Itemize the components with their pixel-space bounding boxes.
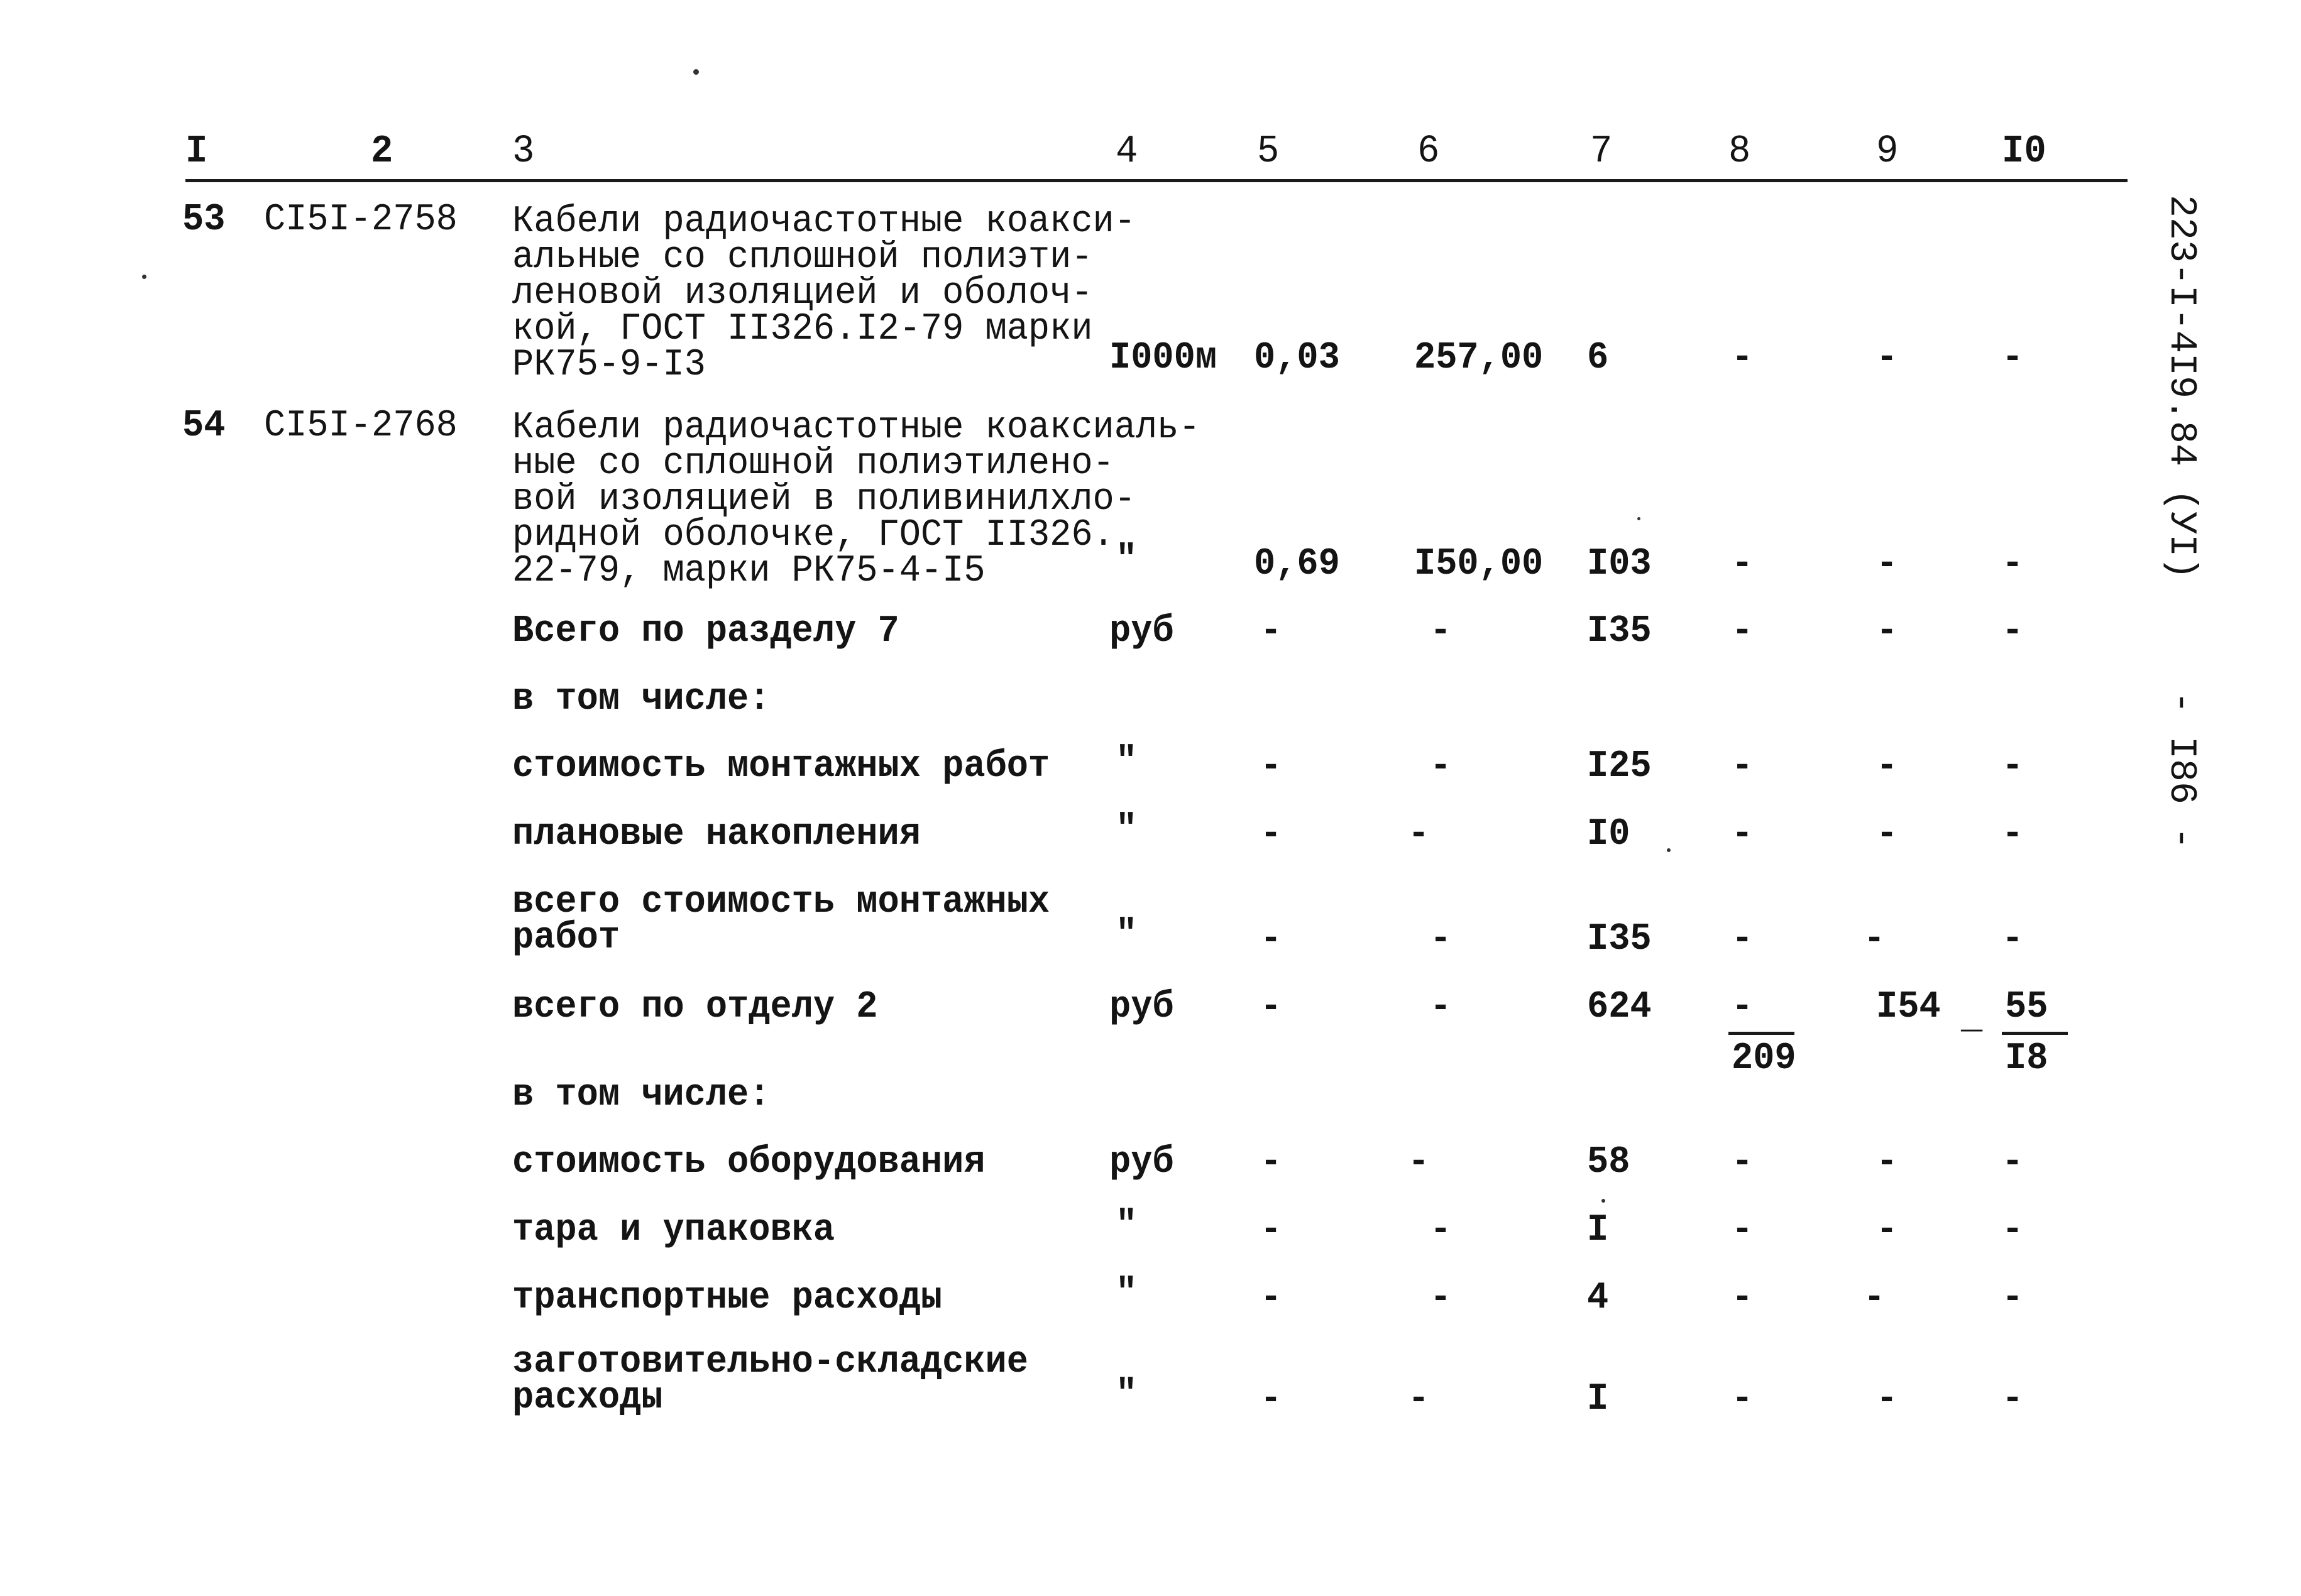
- row-53-code: CI5I-2758: [264, 199, 458, 241]
- fraction-line-col10: [2002, 1032, 2068, 1035]
- transport-col6: -: [1430, 1277, 1452, 1320]
- planned-savings-col5: -: [1260, 813, 1282, 856]
- department-total-col9: I54: [1876, 986, 1941, 1029]
- transport-col8: -: [1732, 1277, 1754, 1320]
- header-rule: [185, 179, 2128, 182]
- row-54-col9: -: [1876, 543, 1898, 586]
- transport-col5: -: [1260, 1277, 1282, 1320]
- including-label-1: в том числе:: [512, 678, 771, 721]
- total-installation-col5: -: [1260, 918, 1282, 961]
- column-header-9: 9: [1876, 129, 1899, 173]
- planned-savings-col10: -: [2002, 813, 2024, 856]
- packaging-col9: -: [1876, 1209, 1898, 1252]
- installation-cost-col7: I25: [1587, 745, 1652, 788]
- column-header-5: 5: [1257, 129, 1280, 173]
- section-total-label: Всего по разделу 7: [512, 610, 899, 653]
- equipment-cost-col8: -: [1732, 1141, 1754, 1184]
- row-53-col5: 0,03: [1254, 337, 1340, 380]
- total-installation-unit: ": [1116, 914, 1138, 956]
- section-total-col9: -: [1876, 610, 1898, 653]
- packaging-col8: -: [1732, 1209, 1754, 1252]
- column-header-6: 6: [1417, 129, 1440, 173]
- including-label-2: в том числе:: [512, 1074, 771, 1117]
- transport-unit: ": [1116, 1272, 1138, 1315]
- row-54-description: Кабели радиочастотные коаксиаль- ные со сплошной полиэтилено- вой изоляцией в поливинилхло- ридной оболочке, ГОСТ II326. 22-79, марки РК75-4-I5: [512, 407, 1200, 593]
- packaging-label: тара и упаковка: [512, 1209, 835, 1252]
- installation-cost-unit: ": [1116, 741, 1138, 784]
- department-total-unit: руб: [1109, 986, 1174, 1029]
- planned-savings-label: плановые накопления: [512, 813, 921, 856]
- total-installation-col9: -: [1864, 918, 1886, 961]
- equipment-cost-unit: руб: [1109, 1141, 1174, 1184]
- section-total-unit: руб: [1109, 610, 1174, 653]
- warehouse-col9: -: [1876, 1378, 1898, 1421]
- scan-speck: [1601, 1199, 1605, 1203]
- fraction-line-col8: [1728, 1032, 1794, 1035]
- row-53-unit: I000м: [1109, 337, 1217, 380]
- scan-speck: [1667, 848, 1671, 852]
- department-total-col10-top: 55: [2005, 986, 2048, 1029]
- packaging-col6: -: [1430, 1209, 1452, 1252]
- column-header-3: 3: [512, 129, 535, 173]
- equipment-cost-col9: -: [1876, 1141, 1898, 1184]
- section-total-col5: -: [1260, 610, 1282, 653]
- row-54-code: CI5I-2768: [264, 405, 458, 447]
- packaging-unit: ": [1116, 1205, 1138, 1247]
- row-54-col10: -: [2002, 543, 2024, 586]
- section-total-col7: I35: [1587, 610, 1652, 653]
- row-53-col7: 6: [1587, 337, 1609, 380]
- column-header-7: 7: [1590, 129, 1613, 173]
- planned-savings-col6: -: [1408, 813, 1430, 856]
- installation-cost-label: стоимость монтажных работ: [512, 745, 1050, 788]
- warehouse-col8: -: [1732, 1378, 1754, 1421]
- warehouse-col5: -: [1260, 1378, 1282, 1421]
- installation-cost-col6: -: [1430, 745, 1452, 788]
- column-header-10: I0: [2002, 129, 2046, 173]
- row-53-number: 53: [182, 199, 226, 241]
- section-total-col8: -: [1732, 610, 1754, 653]
- department-total-col6: -: [1430, 986, 1452, 1029]
- warehouse-col7: I: [1587, 1378, 1609, 1421]
- transport-col7: 4: [1587, 1277, 1609, 1320]
- total-installation-col10: -: [2002, 918, 2024, 961]
- packaging-col5: -: [1260, 1209, 1282, 1252]
- total-installation-col8: -: [1732, 918, 1754, 961]
- column-header-1: I: [185, 129, 208, 173]
- row-53-col8: -: [1732, 337, 1754, 380]
- packaging-col10: -: [2002, 1209, 2024, 1252]
- equipment-cost-col6: -: [1408, 1141, 1430, 1184]
- column-header-8: 8: [1728, 129, 1751, 173]
- row-54-col7: I03: [1587, 543, 1652, 586]
- scan-speck: [1637, 517, 1640, 520]
- equipment-cost-col5: -: [1260, 1141, 1282, 1184]
- section-total-col10: -: [2002, 610, 2024, 653]
- equipment-cost-col10: -: [2002, 1141, 2024, 1184]
- total-installation-col7: I35: [1587, 918, 1652, 961]
- installation-cost-col5: -: [1260, 745, 1282, 788]
- department-total-col7: 624: [1587, 986, 1652, 1029]
- department-total-col8-bottom: 209: [1732, 1037, 1796, 1080]
- page-number-stamp: - I86 -: [2160, 691, 2202, 850]
- transport-col9: -: [1864, 1277, 1886, 1320]
- department-total-col5: -: [1260, 986, 1282, 1029]
- scan-speck: [142, 275, 146, 279]
- scan-speck: [693, 69, 699, 75]
- row-54-col8: -: [1732, 543, 1754, 586]
- row-53-description: Кабели радиочастотные коакси- альные со сплошной полиэти- леновой изоляцией и оболоч- кой, ГОСТ II326.I2-79 марки РК75-9-I3: [512, 200, 1136, 386]
- section-total-col6: -: [1430, 610, 1452, 653]
- planned-savings-col7: I0: [1587, 813, 1630, 856]
- transport-col10: -: [2002, 1277, 2024, 1320]
- warehouse-label: заготовительно-складские расходы: [512, 1341, 1028, 1419]
- planned-savings-unit: ": [1116, 809, 1138, 851]
- department-total-col8-top: -: [1732, 986, 1754, 1029]
- installation-cost-col9: -: [1876, 745, 1898, 788]
- column-header-2: 2: [371, 129, 393, 173]
- warehouse-col10: -: [2002, 1378, 2024, 1421]
- document-code-stamp: 223-I-4I9.84 (УI): [2160, 195, 2202, 580]
- equipment-cost-col7: 58: [1587, 1141, 1630, 1184]
- total-installation-col6: -: [1430, 918, 1452, 961]
- row-54-unit: ": [1116, 539, 1138, 582]
- department-total-separator: _: [1961, 997, 1983, 1039]
- installation-cost-col8: -: [1732, 745, 1754, 788]
- planned-savings-col8: -: [1732, 813, 1754, 856]
- column-header-4: 4: [1116, 129, 1138, 173]
- row-53-col6: 257,00: [1414, 337, 1544, 380]
- row-54-col5: 0,69: [1254, 543, 1340, 586]
- installation-cost-col10: -: [2002, 745, 2024, 788]
- equipment-cost-label: стоимость оборудования: [512, 1141, 986, 1184]
- row-53-col10: -: [2002, 337, 2024, 380]
- transport-label: транспортные расходы: [512, 1277, 943, 1320]
- row-53-col9: -: [1876, 337, 1898, 380]
- planned-savings-col9: -: [1876, 813, 1898, 856]
- department-total-col10-bottom: I8: [2005, 1037, 2048, 1080]
- warehouse-unit: ": [1116, 1374, 1138, 1416]
- row-54-col6: I50,00: [1414, 543, 1544, 586]
- row-54-number: 54: [182, 405, 226, 447]
- department-total-label: всего по отделу 2: [512, 986, 878, 1029]
- packaging-col7: I: [1587, 1209, 1609, 1252]
- warehouse-col6: -: [1408, 1378, 1430, 1421]
- total-installation-label: всего стоимость монтажных работ: [512, 881, 1050, 959]
